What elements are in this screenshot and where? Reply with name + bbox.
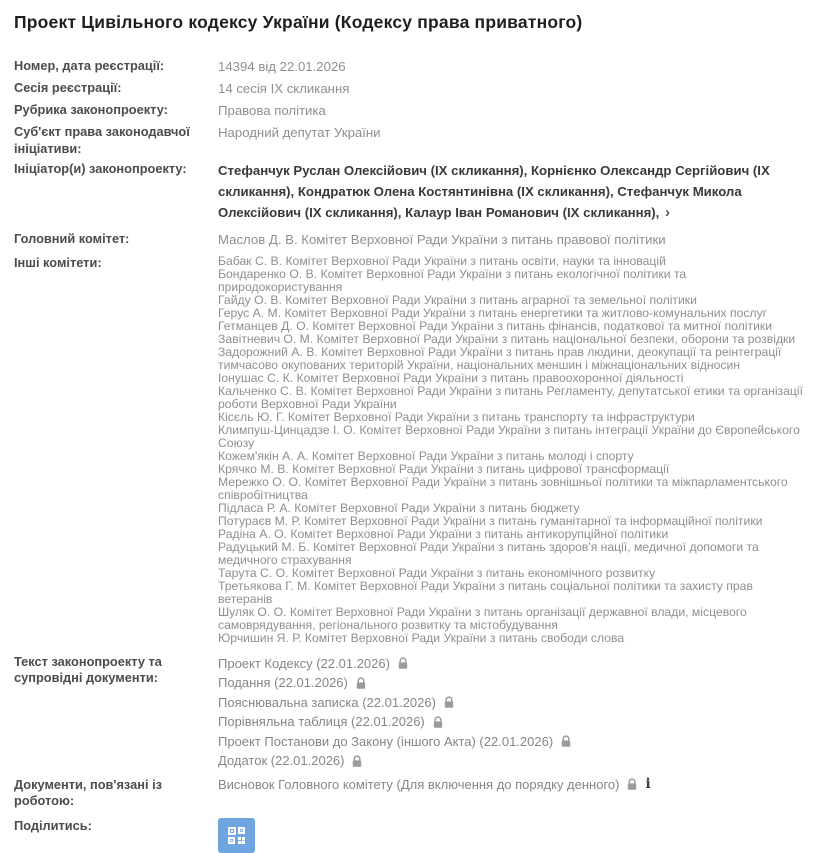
row-rubric (14, 102, 806, 119)
document-link[interactable] (218, 732, 804, 752)
committee-item: Бабак С. В. Комітет Верховної Ради України з питань освіти, науки та інновацій (218, 253, 666, 268)
row-related-documents (14, 777, 806, 810)
documents-label: Текст законопроекту та супровідні документи: (14, 653, 162, 686)
document-title: Пояснювальна записка (22.01.2026) (218, 694, 436, 710)
committee-item: Підласа Р. А. Комітет Верховної Ради України з питань бюджету (218, 500, 580, 515)
document-link[interactable] (218, 712, 804, 732)
committee-item: Бондаренко О. В. Комітет Верховної Ради України з питань екологічної політики та природокористування (218, 266, 687, 294)
row-documents (14, 654, 806, 771)
lock-icon (355, 677, 367, 690)
main-committee-label: Головний комітет: (14, 230, 130, 246)
related-document-link[interactable] (218, 777, 804, 793)
row-registration (14, 58, 806, 75)
committee-item: Кальченко С. В. Комітет Верховної Ради України з питань Регламенту, депутатської етики та організації роботи Верховної Ради України (218, 383, 803, 411)
lock-icon (351, 755, 363, 768)
documents-list (218, 654, 804, 771)
committee-item: Гайду О. В. Комітет Верховної Ради України з питань аграрної та земельної політики (218, 292, 697, 307)
info-icon[interactable]: i (645, 776, 651, 793)
committee-item: Мережко О. О. Комітет Верховної Ради України з питань зовнішньої політики та міжпарламентського співробітництва (218, 474, 788, 502)
share-value (218, 818, 804, 853)
row-initiators (14, 161, 806, 224)
row-share (14, 818, 806, 853)
chevron-right-icon[interactable]: › (665, 203, 671, 221)
lock-icon (432, 716, 444, 729)
row-main-committee (14, 231, 806, 248)
document-title: Порівняльна таблиця (22.01.2026) (218, 714, 425, 730)
row-other-committees (14, 255, 806, 645)
committee-item: Герус А. М. Комітет Верховної Ради України з питань енергетики та житлово-комунальних послуг (218, 305, 768, 320)
committee-item: Третьякова Г. М. Комітет Верховної Ради України з питань соціальної політики та захисту прав ветеранів (218, 578, 753, 606)
committee-item: Юрчишин Я. Р. Комітет Верховної Ради України з питань свободи слова (218, 630, 625, 645)
row-session (14, 80, 806, 97)
page-title: Проект Цивільного кодексу України (Кодексу права приватного) (14, 12, 583, 32)
registration-value: 14394 від 22.01.2026 (218, 58, 346, 74)
document-link[interactable] (218, 751, 804, 771)
related-document-title: Висновок Головного комітету (Для включення до порядку денного) (218, 776, 620, 792)
committee-item: Потураєв М. Р. Комітет Верховної Ради України з питань гуманітарної та інформаційної політики (218, 513, 763, 528)
committee-item: Климпуш-Цинцадзе І. О. Комітет Верховної Ради України з питань інтеграції України до Європейського Союзу (218, 422, 800, 450)
lock-icon (560, 735, 572, 748)
rubric-value: Правова політика (218, 103, 326, 119)
lock-icon (443, 696, 455, 709)
committee-item: Задорожний А. В. Комітет Верховної Ради України з питань прав людини, деокупації та реінтеграції тимчасово окупованих територій України, національних меншин і міжнаціональних відносин (218, 344, 782, 372)
registration-label: Номер, дата реєстрації: (14, 57, 165, 73)
committee-item: Гетманцев Д. О. Комітет Верховної Ради України з питань фінансів, податкової та митної політики (218, 318, 773, 333)
document-title: Проект Постанови до Закону (іншого Акта) (22.01.2026) (218, 733, 554, 749)
committee-item: Завітневич О. М. Комітет Верховної Ради України з питань національної безпеки, оборони та розвідки (218, 331, 796, 346)
committee-item: Кожем'якін А. А. Комітет Верховної Ради України з питань молоді і спорту (218, 448, 634, 463)
committee-item: Іонушас С. К. Комітет Верховної Ради України з питань правоохоронної діяльності (218, 370, 684, 385)
document-link[interactable] (218, 654, 804, 674)
document-link[interactable] (218, 673, 804, 693)
other-committees-label: Інші комітети: (14, 254, 102, 270)
document-link[interactable] (218, 693, 804, 713)
initiators-names: Стефанчук Руслан Олексійович (IX скликання), Корнієнко Олександр Сергійович (IX скликання), Кондратюк Олена Костянтинівна (IX скликання), Стефанчук Микола Олексійович (IX скликання), Калаур Іван Романович (IX скликання), (218, 163, 770, 220)
committee-item: Кісєль Ю. Г. Комітет Верховної Ради України з питань транспорту та інфраструктури (218, 409, 695, 424)
main-committee-value: Маслов Д. В. Комітет Верховної Ради України з питань правової політики (218, 231, 666, 247)
row-subject (14, 124, 806, 157)
subject-label: Суб'єкт права законодавчої ініціативи: (14, 124, 190, 156)
related-documents-label: Документи, пов'язані із роботою: (14, 776, 162, 809)
document-title: Проект Кодексу (22.01.2026) (218, 655, 390, 671)
committee-item: Крячко М. В. Комітет Верховної Ради України з питань цифрової трансформації (218, 461, 670, 476)
session-value: 14 сесія IX скликання (218, 81, 350, 97)
subject-value: Народний депутат України (218, 125, 381, 141)
committee-item: Радіна А. О. Комітет Верховної Ради України з питань антикорупційної політики (218, 526, 669, 541)
share-label: Поділитись: (14, 817, 92, 833)
document-title: Подання (22.01.2026) (218, 675, 348, 691)
initiators-value (218, 161, 804, 224)
qr-code-share-icon (227, 826, 246, 845)
committee-item: Шуляк О. О. Комітет Верховної Ради України з питань організації державної влади, місцевого самоврядування, регіонального розвитку та містобудування (218, 604, 747, 632)
session-label: Сесія реєстрації: (14, 80, 122, 96)
initiators-label: Ініціатор(и) законопроекту: (14, 161, 187, 177)
committee-item: Радуцький М. Б. Комітет Верховної Ради України з питань здоров'я нації, медичної допомоги та медичного страхування (218, 539, 759, 567)
committee-item: Тарута С. О. Комітет Верховної Ради України з питань економічного розвитку (218, 565, 656, 580)
rubric-label: Рубрика законопроекту: (14, 102, 168, 118)
committee-list (218, 255, 804, 645)
qr-code-share-button[interactable] (218, 818, 255, 853)
lock-icon (397, 657, 409, 670)
lock-icon (626, 778, 638, 791)
document-title: Додаток (22.01.2026) (218, 753, 345, 769)
